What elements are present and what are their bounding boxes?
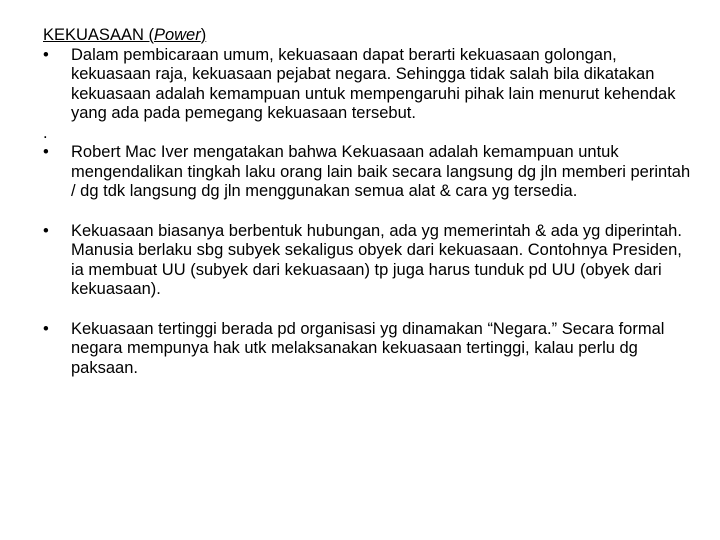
page-title [43, 26, 693, 46]
list-item-text: Robert Mac Iver mengatakan bahwa Kekuasaan adalah kemampuan untuk mengendalikan tingkah laku orang lain baik secara langsung dg jln memberi perintah / dg tdk langsung dg jln menggunakan semua alat & cara yg tersedia. [71, 143, 691, 200]
bullet-icon: • [43, 143, 49, 161]
title-italic: Power [153, 26, 201, 44]
list-item-text: Kekuasaan biasanya berbentuk hubungan, ada yg memerintah & ada yg diperintah. Manusia berlaku sbg subyek sekaligus obyek dari kekuasaan. Contohnya Presiden, ia membuat UU (subyek dari kekuasaan) tp juga harus tunduk pd UU (obyek dari kekuasaan). [71, 221, 682, 298]
list-item [43, 222, 693, 300]
spacer [43, 300, 693, 320]
list-item-text: Dalam pembicaraan umum, kekuasaan dapat berarti kekuasaan golongan, kekuasaan raja, kekuasaan pejabat negara. Sehingga tidak salah bila dikatakan kekuasaan adalah kemampuan untuk mempengaruhi pihak lain menurut kehendak yang ada pada pemegang kekuasaan tersebut. [71, 45, 676, 122]
separator-dot: . [43, 123, 48, 142]
title-close: ) [200, 26, 207, 44]
list-item [43, 143, 693, 202]
spacer [43, 202, 693, 222]
title-main: KEKUASAAN ( [43, 26, 154, 44]
slide-content [43, 26, 693, 378]
bullet-icon: • [43, 45, 49, 64]
list-item-text: Kekuasaan tertinggi berada pd organisasi yg dinamakan “Negara.” Secara formal negara mempunya hak utk melaksanakan kekuasaan tertinggi, kalau perlu dg paksaan. [71, 319, 665, 377]
list-item [43, 320, 693, 379]
list-item [43, 46, 693, 124]
bullet-icon: • [43, 221, 49, 240]
bullet-icon: • [43, 319, 49, 338]
